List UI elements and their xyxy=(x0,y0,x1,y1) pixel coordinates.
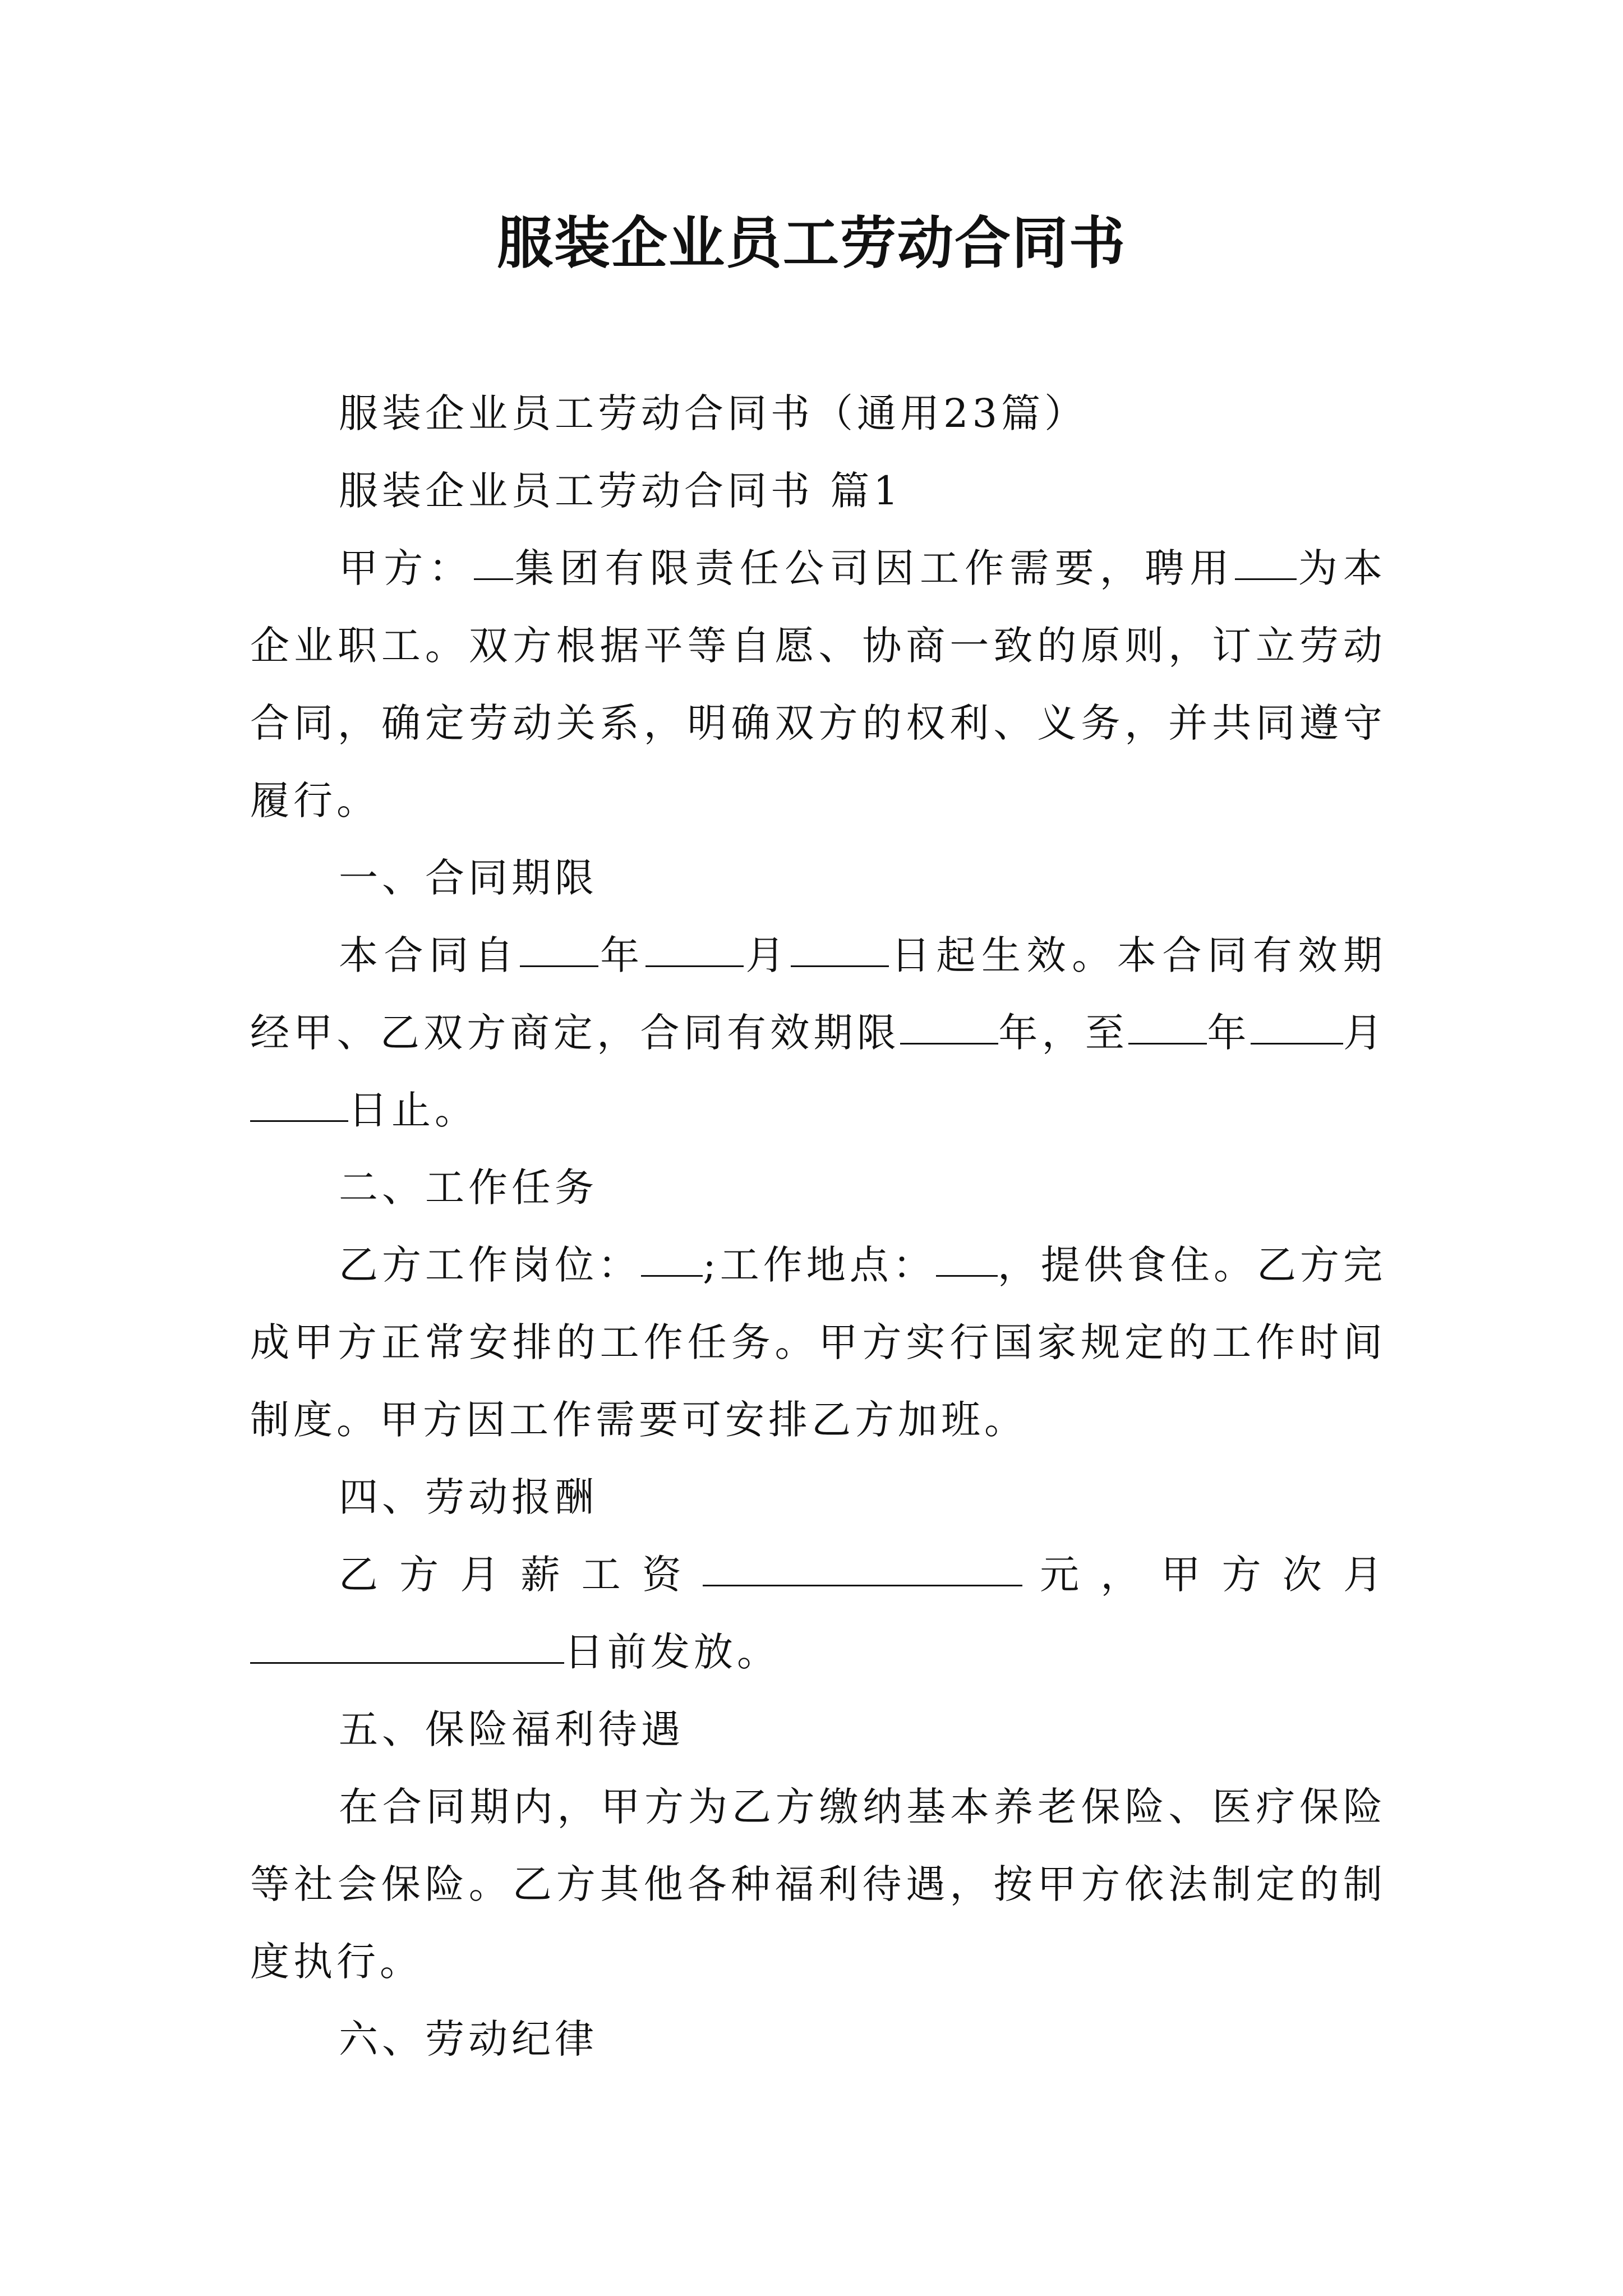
paragraph-pay xyxy=(250,1536,1386,1691)
document-body xyxy=(250,375,1386,2078)
blank-line xyxy=(645,965,744,967)
heading-insurance: 五、保险福利待遇 xyxy=(339,1706,684,1752)
blank-line xyxy=(1235,578,1297,580)
text-run: 年 xyxy=(598,932,645,978)
blank-line xyxy=(703,1585,1022,1586)
heading-discipline: 六、劳动纪律 xyxy=(339,2016,598,2062)
blank-line xyxy=(520,965,598,967)
text-run: 日前发放。 xyxy=(564,1629,780,1675)
text-run: 年 xyxy=(1207,1010,1251,1056)
paragraph-task xyxy=(250,1226,1386,1458)
paragraph-term xyxy=(250,917,1386,1149)
section-heading: 服装企业员工劳动合同书 篇1 xyxy=(339,468,902,514)
text-run: 月 xyxy=(1343,1010,1387,1056)
blank-line xyxy=(474,578,513,580)
text-run: 日起生效。本合同有效期经甲、乙双方商定，合同有效期限 xyxy=(250,932,1387,1056)
text-run: 元，甲方次月 xyxy=(1022,1552,1386,1598)
heading-pay: 四、劳动报酬 xyxy=(339,1474,598,1520)
text-run: 为本企业职工。双方根据平等自愿、协商一致的原则，订立劳动合同，确定劳动关系，明确双方的权利、义务，并共同遵守履行。 xyxy=(250,545,1387,823)
text-run: ;工作地点： xyxy=(703,1242,936,1288)
document-title: 服装企业员工劳动合同书 xyxy=(497,210,1126,276)
text-run: 乙方工作岗位： xyxy=(339,1242,642,1288)
text-run: 日止。 xyxy=(348,1087,478,1133)
text-run: 年，至 xyxy=(998,1010,1129,1056)
blank-line xyxy=(791,965,889,967)
blank-line xyxy=(1251,1043,1343,1045)
heading-term: 一、合同期限 xyxy=(339,855,598,901)
blank-line xyxy=(1128,1043,1207,1045)
text-run: 乙方月薪工资 xyxy=(339,1552,703,1598)
text-run: ，提供食住。乙方完成甲方正常安排的工作任务。甲方实行国家规定的工作时间制度。甲方因工作需要可安排乙方加班。 xyxy=(250,1242,1387,1443)
blank-line xyxy=(250,1120,348,1122)
blank-line xyxy=(250,1662,564,1664)
text-run: 本合同自 xyxy=(339,932,520,978)
text-run: 集团有限责任公司因工作需要，聘用 xyxy=(513,545,1235,591)
blank-line xyxy=(936,1275,998,1277)
paragraph-insurance: 在合同期内，甲方为乙方缴纳基本养老保险、医疗保险等社会保险。乙方其他各种福利待遇，按甲方依法制定的制度执行。 xyxy=(250,1784,1386,1985)
paragraph-parties xyxy=(250,530,1386,839)
heading-task: 二、工作任务 xyxy=(339,1165,598,1211)
blank-line xyxy=(641,1275,703,1277)
text-run: 甲方： xyxy=(339,545,474,591)
text-run: 月 xyxy=(743,932,791,978)
blank-line xyxy=(900,1043,998,1045)
document-subtitle: 服装企业员工劳动合同书（通用23篇） xyxy=(339,390,1088,436)
